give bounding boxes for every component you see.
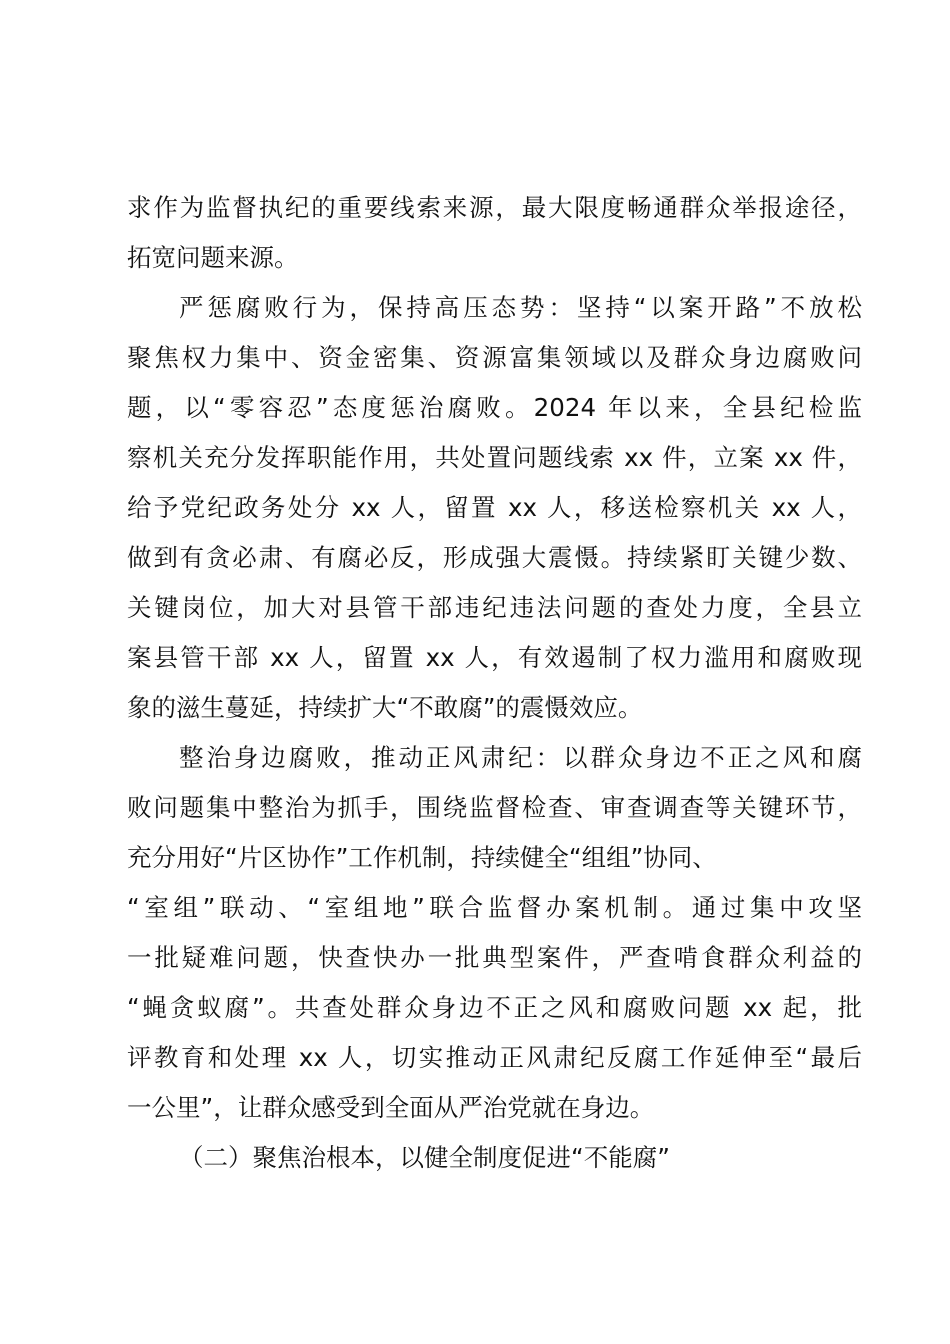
document-body [127,183,862,1183]
text-line: 评教育和处理 xx 人，切实推动正风肃纪反腐工作延伸至“最后 [127,1043,862,1072]
text-line: “蝇贪蚁腐”。共查处群众身边不正之风和腐败问题 xx 起，批 [127,993,862,1022]
text-line: 给予党纪政务处分 xx 人，留置 xx 人，移送检察机关 xx 人， [127,493,862,522]
text-line: 充分用好“片区协作”工作机制，持续健全“组组”协同、 [127,843,717,872]
text-line: 拓宽问题来源。 [127,243,299,272]
text-line: 做到有贪必肃、有腐必反，形成强大震慑。持续紧盯关键少数、 [127,543,862,572]
section-heading: （二）聚焦治根本，以健全制度促进“不能腐” [179,1143,670,1172]
text-line: 求作为监督执纪的重要线索来源，最大限度畅通群众举报途径， [127,193,862,222]
text-line: “室组”联动、“室组地”联合监督办案机制。通过集中攻坚 [127,893,862,922]
text-line: 一批疑难问题，快查快办一批典型案件，严查啃食群众利益的 [127,943,862,972]
text-line: 一公里”，让群众感受到全面从严治党就在身边。 [127,1093,655,1122]
paragraph-heading-line: 严惩腐败行为，保持高压态势：坚持“以案开路”不放松 [179,293,862,322]
text-line: 败问题集中整治为抓手，围绕监督检查、审查调查等关键环节， [127,793,862,822]
text-line: 题，以“零容忍”态度惩治腐败。2024 年以来，全县纪检监 [127,393,862,422]
text-line: 察机关充分发挥职能作用，共处置问题线索 xx 件，立案 xx 件， [127,443,862,472]
text-line: 象的滋生蔓延，持续扩大“不敢腐”的震慑效应。 [127,693,643,722]
text-line: 案县管干部 xx 人，留置 xx 人，有效遏制了权力滥用和腐败现 [127,643,862,672]
text-line: 关键岗位，加大对县管干部违纪违法问题的查处力度，全县立 [127,593,862,622]
paragraph-heading-line: 整治身边腐败，推动正风肃纪：以群众身边不正之风和腐 [179,743,862,772]
text-line: 聚焦权力集中、资金密集、资源富集领域以及群众身边腐败问 [127,343,862,372]
